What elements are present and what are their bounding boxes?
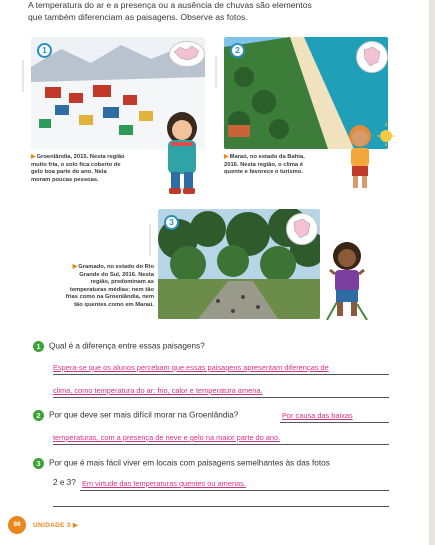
answer-1-line-2: clima, como temperatura do ar: frio, calor e temperatura amena. <box>53 386 263 395</box>
photo-3-caption: ▶Gramado, no estado do Rio Grande do Sul, 2016. Nesta região, predominam as temperaturas médias: nem tão frias como na Groenlândia, nem tão quentes como em Maraú. <box>65 264 154 308</box>
child-greenland-illustration <box>157 110 207 195</box>
question-3-text-line-2: 2 e 3? <box>53 478 76 487</box>
answer-3-line-1: Em virtude das temperaturas quentes ou amenas. <box>82 479 246 488</box>
question-1-number: 1 <box>33 341 44 352</box>
question-3-number: 3 <box>33 458 44 469</box>
answer-3-rule-2 <box>53 506 389 507</box>
photo-2-map-icon <box>356 41 388 73</box>
photo-3-credit: ▯▯▯▯▯▯▯▯ <box>148 224 152 256</box>
question-1 <box>33 341 205 352</box>
photo-3-number: 3 <box>164 215 179 230</box>
photo-3-map-icon <box>286 213 318 245</box>
page-edge <box>429 0 435 545</box>
question-2-text: Por que deve ser mais difícil morar na Groenlândia? <box>49 410 239 420</box>
answer-3-rule-1 <box>80 490 389 491</box>
question-1-text: Qual é a diferença entre essas paisagens? <box>49 341 205 351</box>
caption-marker-icon: ▶ <box>224 154 229 160</box>
intro-text <box>28 0 408 23</box>
answer-1-line-1: Espera-se que os alunos percebam que essas paisagens apresentam diferenças de <box>53 363 329 372</box>
photo-2-caption: ▶Maraú, no estado da Bahia, 2016. Nesta região, o clima é quente e favorece o turismo. <box>224 154 305 176</box>
question-3-text-line-1: Por que é mais fácil viver em locais com paisagens semelhantes às das fotos <box>49 458 330 468</box>
answer-2-rule-2 <box>53 444 389 445</box>
photo-1-globe-icon <box>169 41 205 67</box>
answer-1-rule-1 <box>53 374 389 375</box>
page-number: 98 <box>8 516 26 534</box>
photo-2-number: 2 <box>230 43 245 58</box>
intro-line-2: que também diferenciam as paisagens. Observe as fotos. <box>28 11 248 22</box>
child-gramado-illustration <box>322 240 372 320</box>
intro-line-1: A temperatura do ar e a presença ou a ausência de chuvas são elementos <box>28 0 312 10</box>
answer-1-rule-2 <box>53 397 389 398</box>
question-2 <box>33 410 238 421</box>
photo-2-credit: ▯▯▯▯▯▯▯▯ <box>214 56 218 88</box>
question-3 <box>33 458 330 469</box>
unit-label: UNIDADE 3 ▶ <box>33 522 79 529</box>
answer-2-rule-1 <box>280 422 389 423</box>
question-2-number: 2 <box>33 410 44 421</box>
unit-arrow-icon: ▶ <box>72 522 79 529</box>
photo-1-number: 1 <box>37 43 52 58</box>
caption-marker-icon: ▶ <box>72 264 78 270</box>
photo-1-credit: ▯▯▯▯▯▯▯▯ <box>21 60 25 92</box>
photo-1-caption: ▶Groenlândia, 2015. Nesta região muito fria, o solo fica coberto de gelo boa parte do ano. Nela moram poucas pessoas. <box>31 154 125 183</box>
answer-2-line-2: temperaturas, com a presença de neve e gelo na maior parte do ano. <box>53 433 281 442</box>
caption-marker-icon: ▶ <box>31 154 36 160</box>
answer-2-line-1: Por causa das baixas <box>282 411 353 420</box>
photo-gramado <box>158 209 320 319</box>
